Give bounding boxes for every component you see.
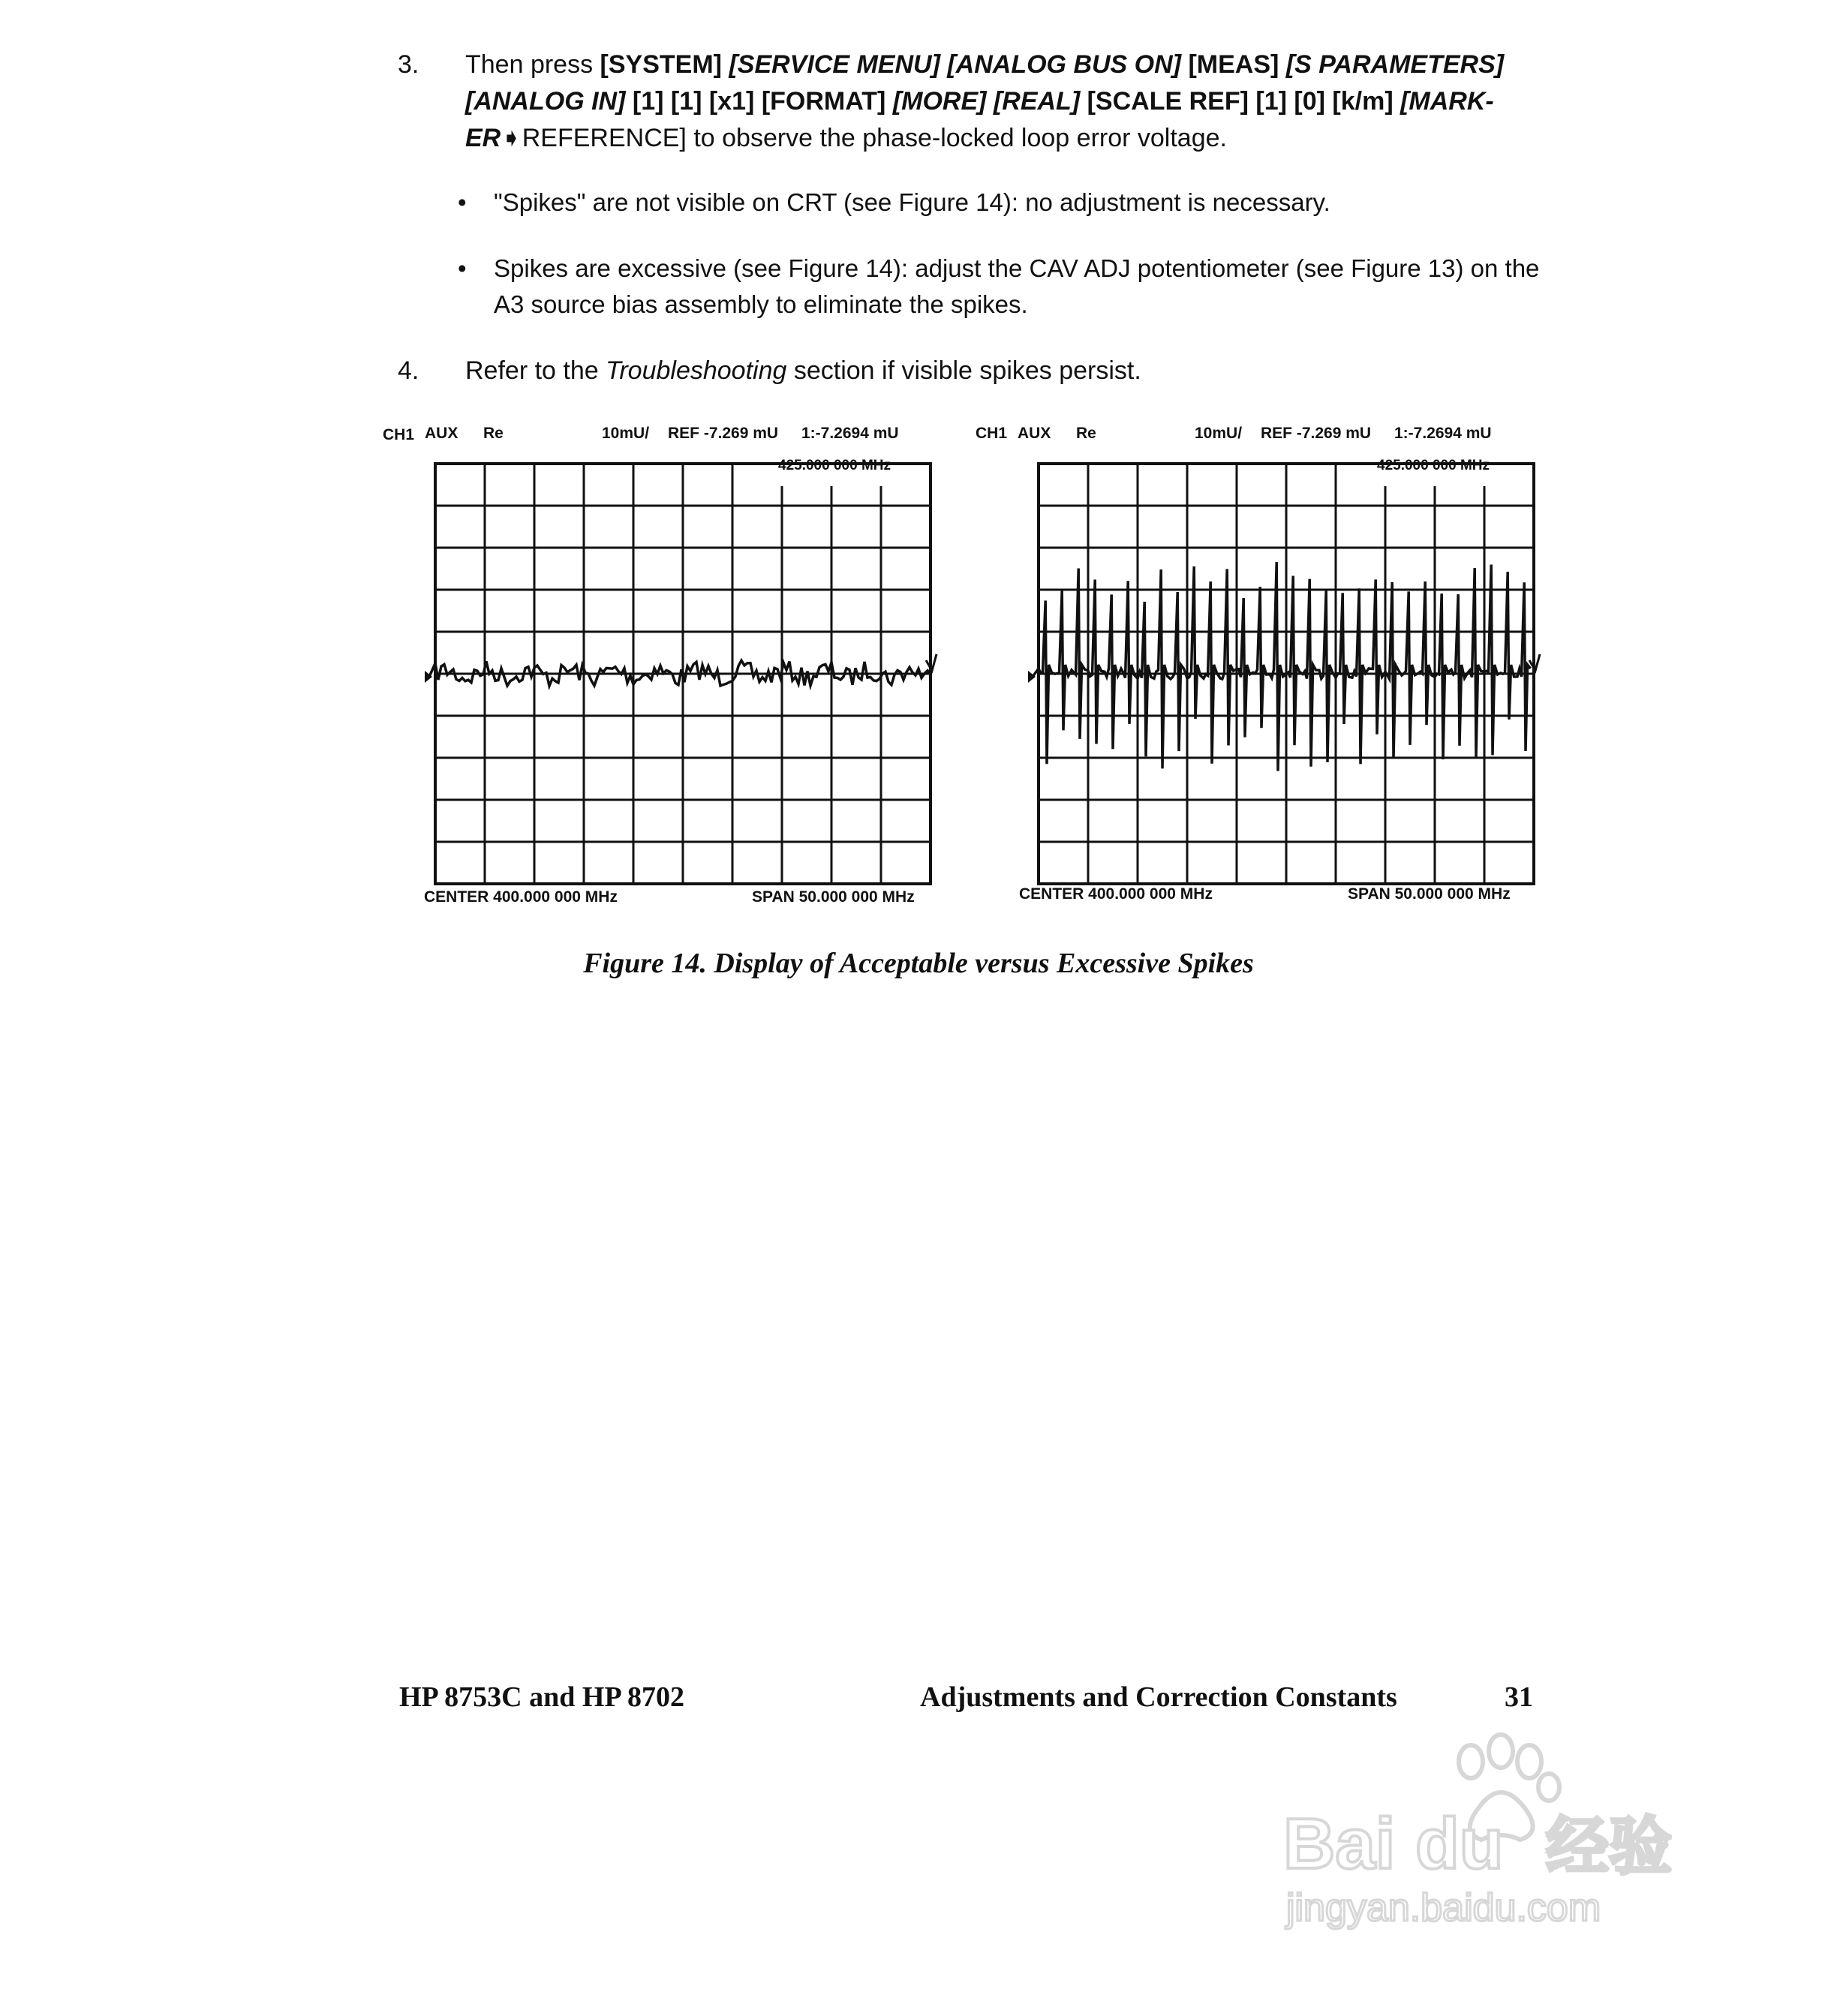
key-k-m: [k/m] bbox=[1332, 87, 1394, 116]
footer-product: HP 8753C and HP 8702 bbox=[399, 1681, 685, 1713]
figure-caption: Figure 14. Display of Acceptable versus Excessive Spikes bbox=[583, 948, 1254, 979]
step-4-number: 4. bbox=[398, 356, 419, 385]
marker-value: 1:-7.2694 mU bbox=[801, 425, 899, 442]
reference-label: REF -7.269 mU bbox=[668, 425, 779, 442]
key-meas: [MEAS] bbox=[1188, 50, 1279, 79]
marker-frequency: 425.000 000 MHz bbox=[778, 458, 891, 473]
key-1: [1] bbox=[632, 87, 664, 116]
key-0: [0] bbox=[1294, 87, 1325, 116]
center-frequency: CENTER 400.000 000 MHz bbox=[1019, 885, 1213, 903]
key-1: [1] bbox=[670, 87, 702, 116]
footer-section: Adjustments and Correction Constants bbox=[920, 1681, 1397, 1713]
page-number: 31 bbox=[1505, 1681, 1533, 1713]
span-frequency: SPAN 50.000 000 MHz bbox=[1348, 885, 1511, 903]
crt-graticule bbox=[413, 449, 938, 891]
key-system: [SYSTEM] bbox=[600, 50, 722, 79]
key-x1: [x1] bbox=[708, 87, 755, 116]
watermark-url: jingyan.baidu.com bbox=[1286, 1886, 1601, 1930]
center-frequency: CENTER 400.000 000 MHz bbox=[424, 888, 618, 906]
scale-label: 10mU/ bbox=[1195, 425, 1243, 442]
bullet-dot-icon: • bbox=[458, 254, 467, 282]
format-label: Re bbox=[1076, 425, 1096, 442]
bullet-dot-icon: • bbox=[458, 188, 467, 216]
softkey-more: [MORE] bbox=[892, 87, 987, 116]
softkey-service-menu: [SERVICE MENU] bbox=[729, 50, 940, 79]
softkey-s-parameters: [S PARAMETERS] bbox=[1285, 50, 1505, 79]
trace-line bbox=[1033, 562, 1531, 771]
span-frequency: SPAN 50.000 000 MHz bbox=[752, 888, 915, 906]
softkey-analog-in: [ANALOG IN] bbox=[465, 87, 626, 116]
aux-label: AUX bbox=[1018, 425, 1051, 442]
marker-frequency: 425.000 000 MHz bbox=[1377, 458, 1490, 473]
key-1: [1] bbox=[1255, 87, 1287, 116]
crt-display-acceptable bbox=[383, 420, 953, 915]
crt-display-excessive bbox=[976, 420, 1546, 915]
key-format: [FORMAT] bbox=[761, 87, 886, 116]
aux-label: AUX bbox=[425, 425, 458, 442]
softkey-real: [REAL] bbox=[993, 87, 1081, 116]
softkey-marker-reference: [MARK-ER➧ bbox=[465, 87, 1494, 152]
step-3-text: Then press [SYSTEM] [SERVICE MENU] [ANALOG BUS ON] [MEAS] [S PARAMETERS] [ANALOG IN] [1] [1] [x1] [FORMAT] [MORE] [REAL] [SCALE REF] [1] [0] [k/m] [MARK-ER➧REFERENCE] to observe the phase-locked loop error voltage. bbox=[465, 50, 1505, 152]
marker-value: 1:-7.2694 mU bbox=[1394, 425, 1492, 442]
step-3-number: 3. bbox=[398, 50, 419, 79]
crt-graticule bbox=[1016, 449, 1541, 891]
watermark-cn: 经验 bbox=[1546, 1810, 1673, 1883]
format-label: Re bbox=[483, 425, 504, 442]
channel-label: CH1 bbox=[383, 426, 415, 443]
baidu-watermark-logo bbox=[1276, 1718, 1696, 1943]
arrow-icon: ➧ bbox=[501, 124, 522, 152]
softkey-analog-bus-on: [ANALOG BUS ON] bbox=[947, 50, 1182, 79]
channel-label: CH1 bbox=[976, 425, 1008, 442]
reference-label: REF -7.269 mU bbox=[1261, 425, 1372, 442]
key-scale-ref: [SCALE REF] bbox=[1087, 87, 1249, 116]
watermark-brand: Bai du bbox=[1283, 1804, 1504, 1884]
scale-label: 10mU/ bbox=[602, 425, 650, 442]
